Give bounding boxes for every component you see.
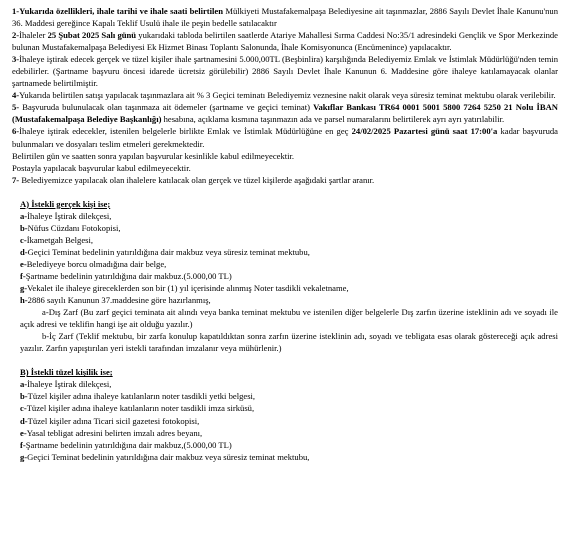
list-item <box>20 222 558 234</box>
list-item-text: 2886 sayılı Kanunun 37.maddesine göre hazırlanmış, <box>27 295 211 306</box>
spacer <box>12 354 558 366</box>
clause-2-number: 2- <box>12 30 20 41</box>
clause-6-deadline: 24/02/2025 Pazartesi günü saat 17:00'a <box>351 126 498 137</box>
list-item-text: İhaleye İştirak dilekçesi, <box>27 379 112 390</box>
sub-item-inner-envelope <box>20 330 558 354</box>
list-item-text: Tüzel kişiler adına Ticari sicil gazetesi fotokopisi, <box>27 415 200 426</box>
list-item-text: Geçici Teminat bedelinin yatırıldığına dair makbuz veya süresiz teminat mektubu, <box>27 246 310 257</box>
clause-2-text-a: İhaleler <box>19 30 48 41</box>
list-item-text: Nüfus Cüzdanı Fotokopisi, <box>27 222 121 233</box>
clause-5-iban: Vakıflar Bankası TR64 0001 5001 5800 7264 5250 21 Nolu İBAN (Mustafakemalpaşa Belediye Başkanlığı) <box>12 102 558 125</box>
sub-item-key: a- <box>42 307 49 318</box>
clause-5-number: 5- <box>12 102 20 113</box>
list-item-key: b- <box>20 222 28 233</box>
sub-item-text: İç Zarf (Teklif mektubu, bir zarfa konulup kapatıldıktan sonra zarfın üzerine isteklinin adı, soyadı ve tebligata esas olarak göstereceği açık adresi yazılır. Zarfın yapıştırılan yeri istekli tarafından imzalanır veya mühürlenir.) <box>20 331 558 354</box>
clause-6-note-post: Postayla yapılacak başvurular kabul edilmeyecektir. <box>12 162 191 173</box>
list-item <box>20 427 558 439</box>
spacer <box>12 186 558 198</box>
list-item-key: a- <box>20 379 28 390</box>
clause-7 <box>12 174 558 186</box>
list-item-key: f- <box>20 439 26 450</box>
clause-3-number: 3- <box>12 54 20 65</box>
clause-5-text-b: hesabına, açıklama kısmına taşınmazın ada ve parsel numaralarını belirtilerek ayrı ayrı yatırılabilir. <box>161 114 505 125</box>
clause-1 <box>12 5 558 29</box>
list-item-text: Tüzel kişiler adına ihaleye katılanların noter tasdikli yetki belgesi, <box>27 391 256 402</box>
clause-5 <box>12 101 558 125</box>
section-a-list <box>12 210 558 355</box>
sub-item-text: Dış Zarf (Bu zarf geçici teminata ait alındı veya banka teminat mektubu ve istenilen diğer belgelerle Dış zarfın üzerine isteklinin adı ve soyadı ile açık adresi ve teklifin hangi işe ait olduğu yazılır.) <box>20 307 558 330</box>
section-b-title: B) İstekli tüzel kişilik ise; <box>20 367 113 378</box>
list-item-text: Şartname bedelinin yatırıldığına dair makbuz.(5.000,00 TL) <box>25 270 232 281</box>
clause-2-text-b: yukarıdaki tabloda belirtilen saatlerde Atariye Mahallesi Sırma Caddesi No:35/1 adresindeki Gençlik ve Spor Merkezinde bulunan Mustafakemalpaşa Belediyesi Ek Hizmet Binası Toplantı Salonunda, İhale Komisyonunca (Encümenince) yapılacaktır. <box>12 30 559 53</box>
clause-5-text-a: Başvuruda bulunulacak olan taşınmaza ait ödemeler (şartname ve geçici teminat) <box>19 102 314 113</box>
list-item-key: e- <box>20 258 27 269</box>
clause-7-text: Belediyemizce yapılacak olan ihalelere katılacak olan gerçek ve tüzel kişilerde aşağıdaki şartlar aranır. <box>19 174 375 185</box>
clause-6-number: 6- <box>12 126 20 137</box>
sub-item-outer-envelope <box>20 306 558 330</box>
clause-4-text: Yukarıda belirtilen satışı yapılacak taşınmazlara ait % 3 Geçici teminatı Belediyemiz veznesine nakit olarak veya süresiz teminat mektubu olarak verilebilir. <box>19 90 556 101</box>
clause-6-text-b: kadar başvuruda bulunmaları ve dosyaları teslim etmeleri gerekmektedir. <box>12 126 558 149</box>
list-item <box>20 439 558 451</box>
list-item-text: İhaleye İştirak dilekçesi, <box>27 210 112 221</box>
list-item-key: a- <box>20 210 28 221</box>
section-b-list <box>12 378 558 462</box>
list-item-key: c- <box>20 234 27 245</box>
list-item <box>20 282 558 294</box>
list-item-key: g- <box>20 283 28 294</box>
list-item <box>20 390 558 402</box>
list-item-key: c- <box>20 403 27 414</box>
list-item-text: Tüzel kişiler adına ihaleye katılanların noter tasdikli imza sirküsü, <box>26 403 255 414</box>
clause-4-number: 4- <box>12 90 20 101</box>
list-item-key: e- <box>20 427 27 438</box>
list-item-text: Vekalet ile ihaleye gireceklerden son bir (1) yıl içerisinde alınmış Noter tasdikli vekaletname, <box>27 283 349 294</box>
list-item-key: h- <box>20 295 28 306</box>
list-item-text: Yasal tebligat adresini belirten imzalı adres beyanı, <box>26 427 203 438</box>
list-item <box>20 402 558 414</box>
list-item <box>20 246 558 258</box>
clause-3 <box>12 53 558 89</box>
clause-7-number: 7- <box>12 174 20 185</box>
list-item-key: b- <box>20 391 28 402</box>
clause-6 <box>12 125 558 149</box>
list-item-key: f- <box>20 270 26 281</box>
list-item-key: d- <box>20 415 28 426</box>
clause-2-date: 25 Şubat 2025 Salı günü <box>47 30 137 41</box>
clause-6-note-late: Belirtilen gün ve saatten sonra yapılan başvurular kesinlikle kabul edilmeyecektir. <box>12 150 295 161</box>
list-item-text: İkametgah Belgesi, <box>26 234 94 245</box>
clause-4 <box>12 89 558 101</box>
list-item <box>20 234 558 246</box>
clause-3-text: İhaleye iştirak edecek gerçek ve tüzel kişiler ihale şartnamesini 5.000,00TL (Beşbinlira) karşılığında Belediyemiz Emlak ve İstimlak Müdürlüğü'nden temin edebilirler. (Şartname başvuru öncesi idarede ücretsiz görülebilir) 2886 Sayılı Devlet İhale Kanunun 6. Maddesine göre ihaleye katılamayacak olanlar şartnamede belirtilmiştir. <box>12 54 558 89</box>
clause-1-lead: 1-Yukarıda özellikleri, ihale tarihi ve ihale saati belirtilen <box>12 6 224 16</box>
list-item <box>20 258 558 270</box>
section-a-title: A) İstekli gerçek kişi ise; <box>20 198 111 209</box>
list-item-key: d- <box>20 246 28 257</box>
list-item-text: Geçici Teminat bedelinin yatırıldığına dair makbuz veya süresiz teminat mektubu, <box>27 451 310 462</box>
list-item <box>20 210 558 222</box>
list-item <box>20 270 558 282</box>
list-item-text: Şartname bedelinin yatırıldığına dair makbuz,(5.000,00 TL) <box>25 439 232 450</box>
clause-1-text: Mülkiyeti Mustafakemalpaşa Belediyesine ait taşınmazlar, 2886 Sayılı Devlet İhale Kanunu'nun 36. Maddesi gereğince Kapalı Teklif Usulü ihale ile peşin bedelle satılacaktır <box>12 6 558 29</box>
clause-6-text-a: İhaleye iştirak edecekler, istenilen belgelerle birlikte Emlak ve İstimlak Müdürlüğüne en geç <box>19 126 352 137</box>
list-item <box>20 415 558 427</box>
list-item <box>20 378 558 390</box>
list-item <box>20 451 558 463</box>
list-item <box>20 294 558 306</box>
sub-item-key: b- <box>42 331 50 342</box>
list-item-key: g- <box>20 451 28 462</box>
list-item-text: Belediyeye borcu olmadığına dair belge, <box>26 258 167 269</box>
clause-2 <box>12 29 558 53</box>
